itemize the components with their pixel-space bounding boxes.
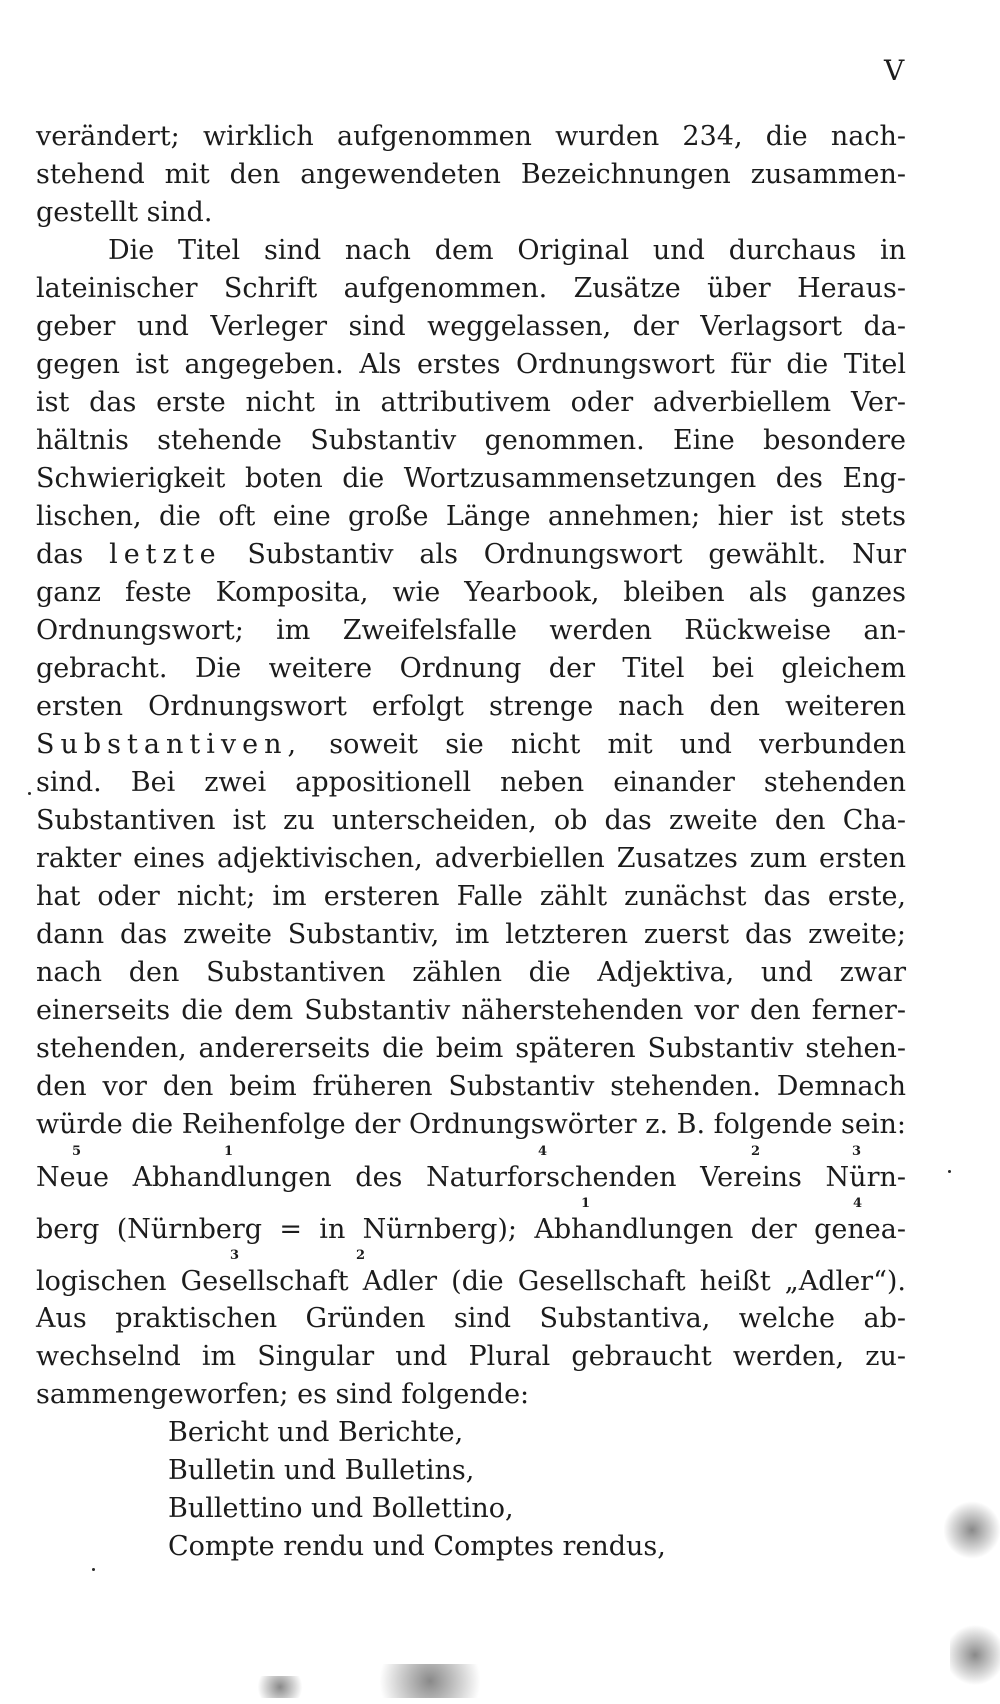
text-fragment: Substantiv als Ordnungswort gewählt. Nur — [221, 539, 906, 570]
order-number: 2 — [751, 1144, 761, 1159]
text-line: gebracht. Die weitere Ordnung der Titel bei gleichem — [36, 653, 906, 684]
emphasized-word: Substantiven, — [36, 729, 303, 760]
order-number: 4 — [538, 1144, 548, 1159]
order-number: 3 — [852, 1144, 862, 1159]
list-item: Bullettino und Bollettino, — [168, 1493, 514, 1524]
paragraph-2 — [36, 232, 906, 1144]
scan-speck — [28, 792, 31, 795]
text-line: rakter eines adjektivischen, adverbiellen Zusatzes zum ersten — [36, 843, 906, 874]
example-line: berg (Nürnberg = in Nürnberg); Abhandlungen der genea- — [36, 1214, 906, 1245]
text-line: ganz feste Komposita, wie Yearbook, bleiben als ganzes — [36, 577, 906, 608]
text-line: nach den Substantiven zählen die Adjektiva, und zwar — [36, 957, 906, 988]
text-line: würde die Reihenfolge der Ordnungswörter z. B. folgende sein: — [36, 1109, 906, 1140]
text-line: wechselnd im Singular und Plural gebraucht werden, zu- — [36, 1341, 906, 1372]
text-line: gegen ist angegeben. Als erstes Ordnungswort für die Titel — [36, 349, 906, 380]
text-line: einerseits die dem Substantiv näherstehenden vor den ferner- — [36, 995, 906, 1026]
order-number: 4 — [853, 1196, 863, 1211]
example-line: Neue Abhandlungen des Naturforschenden Vereins Nürn- — [36, 1162, 906, 1193]
order-number: 5 — [72, 1144, 82, 1159]
text-line-with-emphasis — [36, 726, 906, 764]
text-line: Aus praktischen Gründen sind Substantiva, welche ab- — [36, 1303, 906, 1334]
text-line: hat oder nicht; im ersteren Falle zählt zunächst das erste, — [36, 881, 906, 912]
scan-smudge — [250, 1676, 310, 1698]
scan-smudge — [360, 1664, 500, 1698]
text-line: gestellt sind. — [36, 197, 213, 228]
text-line: hältnis stehende Substantiv genommen. Eine besondere — [36, 425, 906, 456]
example-block — [36, 1144, 906, 1300]
page-number: V — [884, 54, 906, 87]
order-number: 3 — [230, 1248, 240, 1263]
text-line: stehend mit den angewendeten Bezeichnungen zusammen- — [36, 159, 906, 190]
scan-speck — [92, 1568, 95, 1571]
order-numbers-row — [36, 1144, 906, 1160]
text-line: ist das erste nicht in attributivem oder adverbiellem Ver- — [36, 387, 906, 418]
order-number: 1 — [224, 1144, 234, 1159]
text-line: Substantiven ist zu unterscheiden, ob das zweite den Cha- — [36, 805, 906, 836]
text-line: Ordnungswort; im Zweifelsfalle werden Rückweise an- — [36, 615, 906, 646]
order-number: 2 — [356, 1248, 366, 1263]
text-line: Schwierigkeit boten die Wortzusammensetzungen des Eng- — [36, 463, 906, 494]
text-line: verändert; wirklich aufgenommen wurden 234, die nach- — [36, 121, 906, 152]
text-line: dann das zweite Substantiv, im letzteren zuerst das zweite; — [36, 919, 906, 950]
emphasized-word: letzte — [109, 539, 222, 570]
scan-speck — [948, 1170, 951, 1173]
text-line: geber und Verleger sind weggelassen, der Verlagsort da- — [36, 311, 906, 342]
paragraph-3 — [36, 1300, 906, 1414]
text-fragment: soweit sie nicht mit und verbunden — [302, 729, 906, 760]
order-numbers-row — [36, 1248, 906, 1264]
text-line: stehenden, andererseits die beim späteren Substantiv stehen- — [36, 1033, 906, 1064]
text-line: sammengeworfen; es sind folgende: — [36, 1379, 530, 1410]
text-line: sind. Bei zwei appositionell neben einander stehenden — [36, 767, 906, 798]
paragraph-1 — [36, 118, 906, 232]
text-line: Die Titel sind nach dem Original und durchaus in — [108, 235, 906, 266]
body-text — [36, 118, 906, 1566]
list-item: Bulletin und Bulletins, — [168, 1455, 475, 1486]
text-line: lateinischer Schrift aufgenommen. Zusätze über Heraus- — [36, 273, 906, 304]
scan-smudge — [944, 1500, 1000, 1560]
text-line: ersten Ordnungswort erfolgt strenge nach den weiteren — [36, 691, 906, 722]
order-number: 1 — [581, 1196, 591, 1211]
text-line: den vor den beim früheren Substantiv stehenden. Demnach — [36, 1071, 906, 1102]
scan-smudge — [950, 1620, 1000, 1690]
term-list — [168, 1414, 906, 1566]
example-line: logischen Gesellschaft Adler (die Gesellschaft heißt „Adler“). — [36, 1266, 906, 1297]
list-item: Compte rendu und Comptes rendus, — [168, 1531, 666, 1562]
text-fragment: das — [36, 539, 110, 570]
list-item: Bericht und Berichte, — [168, 1417, 464, 1448]
text-line-with-emphasis — [36, 536, 906, 574]
text-line: lischen, die oft eine große Länge annehmen; hier ist stets — [36, 501, 906, 532]
order-numbers-row — [36, 1196, 906, 1212]
